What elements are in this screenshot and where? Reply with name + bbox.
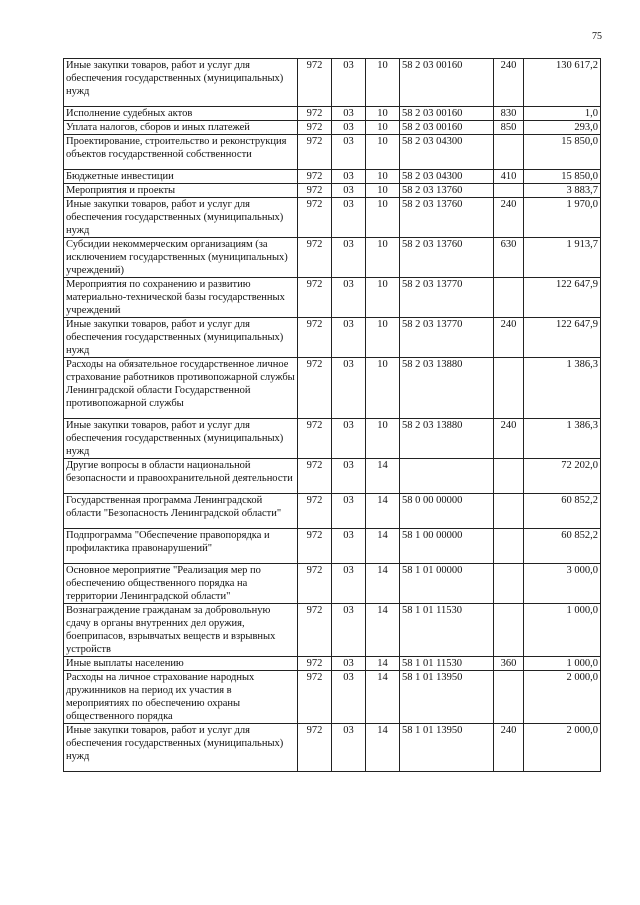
row-name: Иные закупки товаров, работ и услуг для обеспечения государственных (муниципальных) нужд [64,419,298,459]
expense-type-code: 830 [494,107,524,121]
amount: 3 883,7 [524,184,601,198]
expense-type-code: 240 [494,198,524,238]
section-code: 03 [332,238,366,278]
target-article-code: 58 2 03 13880 [400,358,494,419]
table-row [64,278,601,318]
target-article-code: 58 2 03 00160 [400,59,494,107]
expense-type-code [494,358,524,419]
amount: 122 647,9 [524,318,601,358]
target-article-code: 58 1 01 11530 [400,604,494,657]
target-article-code: 58 2 03 13770 [400,278,494,318]
grbs-code: 972 [298,419,332,459]
table-row [64,459,601,494]
amount: 1 386,3 [524,358,601,419]
amount: 130 617,2 [524,59,601,107]
section-code: 03 [332,318,366,358]
amount: 1 000,0 [524,604,601,657]
subsection-code: 14 [366,564,400,604]
row-name: Иные закупки товаров, работ и услуг для обеспечения государственных (муниципальных) нужд [64,59,298,107]
table-row [64,494,601,529]
expense-type-code: 240 [494,318,524,358]
target-article-code: 58 2 03 13760 [400,238,494,278]
grbs-code: 972 [298,121,332,135]
grbs-code: 972 [298,494,332,529]
amount: 60 852,2 [524,494,601,529]
section-code: 03 [332,459,366,494]
page-number: 75 [592,31,602,42]
grbs-code: 972 [298,724,332,772]
row-name: Проектирование, строительство и реконструкция объектов государственной собственности [64,135,298,170]
row-name: Субсидии некоммерческим организациям (за исключением государственных (муниципальных) учреждений) [64,238,298,278]
target-article-code: 58 2 03 13770 [400,318,494,358]
row-name: Расходы на личное страхование народных дружинников на период их участия в мероприятиях по обеспечению охраны общественного порядка [64,671,298,724]
grbs-code: 972 [298,107,332,121]
table-row [64,107,601,121]
amount: 15 850,0 [524,135,601,170]
amount: 1 386,3 [524,419,601,459]
subsection-code: 14 [366,724,400,772]
amount: 293,0 [524,121,601,135]
section-code: 03 [332,107,366,121]
section-code: 03 [332,657,366,671]
target-article-code: 58 1 01 00000 [400,564,494,604]
grbs-code: 972 [298,278,332,318]
grbs-code: 972 [298,671,332,724]
row-name: Иные закупки товаров, работ и услуг для обеспечения государственных (муниципальных) нужд [64,318,298,358]
amount: 1 000,0 [524,657,601,671]
table-row [64,198,601,238]
grbs-code: 972 [298,604,332,657]
section-code: 03 [332,121,366,135]
grbs-code: 972 [298,198,332,238]
section-code: 03 [332,135,366,170]
table-row [64,529,601,564]
section-code: 03 [332,529,366,564]
subsection-code: 14 [366,671,400,724]
target-article-code: 58 0 00 00000 [400,494,494,529]
section-code: 03 [332,184,366,198]
subsection-code: 14 [366,657,400,671]
target-article-code: 58 1 01 13950 [400,671,494,724]
grbs-code: 972 [298,564,332,604]
row-name: Иные закупки товаров, работ и услуг для обеспечения государственных (муниципальных) нужд [64,198,298,238]
grbs-code: 972 [298,529,332,564]
subsection-code: 10 [366,59,400,107]
grbs-code: 972 [298,170,332,184]
expense-type-code: 360 [494,657,524,671]
table-row [64,419,601,459]
subsection-code: 14 [366,604,400,657]
subsection-code: 10 [366,135,400,170]
subsection-code: 10 [366,184,400,198]
target-article-code: 58 1 01 13950 [400,724,494,772]
table-row [64,724,601,772]
expense-type-code [494,564,524,604]
section-code: 03 [332,198,366,238]
amount: 1 913,7 [524,238,601,278]
row-name: Бюджетные инвестиции [64,170,298,184]
row-name: Мероприятия и проекты [64,184,298,198]
row-name: Основное мероприятие "Реализация мер по обеспечению общественного порядка на территории Ленинградской области" [64,564,298,604]
table-row [64,170,601,184]
expense-type-code [494,529,524,564]
amount: 1,0 [524,107,601,121]
row-name: Уплата налогов, сборов и иных платежей [64,121,298,135]
expense-type-code: 850 [494,121,524,135]
target-article-code [400,459,494,494]
target-article-code: 58 2 03 13760 [400,198,494,238]
target-article-code: 58 2 03 13880 [400,419,494,459]
expense-type-code: 240 [494,724,524,772]
section-code: 03 [332,419,366,459]
expense-type-code: 410 [494,170,524,184]
row-name: Исполнение судебных актов [64,107,298,121]
subsection-code: 10 [366,238,400,278]
section-code: 03 [332,724,366,772]
row-name: Подпрограмма "Обеспечение правопорядка и профилактика правонарушений" [64,529,298,564]
budget-table-body [64,59,601,772]
amount: 2 000,0 [524,671,601,724]
subsection-code: 10 [366,358,400,419]
amount: 3 000,0 [524,564,601,604]
target-article-code: 58 1 00 00000 [400,529,494,564]
row-name: Иные выплаты населению [64,657,298,671]
row-name: Расходы на обязательное государственное личное страхование работников противопожарной службы Ленинградской области Государственной противопожарной службы [64,358,298,419]
section-code: 03 [332,604,366,657]
grbs-code: 972 [298,358,332,419]
section-code: 03 [332,494,366,529]
table-row [64,564,601,604]
subsection-code: 14 [366,459,400,494]
amount: 15 850,0 [524,170,601,184]
target-article-code: 58 2 03 00160 [400,107,494,121]
budget-table [63,58,601,772]
expense-type-code [494,459,524,494]
section-code: 03 [332,564,366,604]
amount: 122 647,9 [524,278,601,318]
subsection-code: 10 [366,107,400,121]
expense-type-code [494,135,524,170]
expense-type-code [494,671,524,724]
table-row [64,671,601,724]
amount: 2 000,0 [524,724,601,772]
section-code: 03 [332,278,366,318]
target-article-code: 58 2 03 04300 [400,170,494,184]
subsection-code: 10 [366,278,400,318]
expense-type-code: 240 [494,419,524,459]
target-article-code: 58 1 01 11530 [400,657,494,671]
grbs-code: 972 [298,657,332,671]
expense-type-code [494,184,524,198]
section-code: 03 [332,170,366,184]
table-row [64,184,601,198]
table-row [64,238,601,278]
table-row [64,59,601,107]
expense-type-code [494,604,524,657]
table-row [64,135,601,170]
grbs-code: 972 [298,135,332,170]
subsection-code: 10 [366,121,400,135]
target-article-code: 58 2 03 04300 [400,135,494,170]
subsection-code: 14 [366,529,400,564]
row-name: Иные закупки товаров, работ и услуг для обеспечения государственных (муниципальных) нужд [64,724,298,772]
subsection-code: 14 [366,494,400,529]
section-code: 03 [332,358,366,419]
target-article-code: 58 2 03 13760 [400,184,494,198]
table-row [64,318,601,358]
row-name: Другие вопросы в области национальной безопасности и правоохранительной деятельности [64,459,298,494]
grbs-code: 972 [298,318,332,358]
row-name: Мероприятия по сохранению и развитию материально-технической базы государственных учреждений [64,278,298,318]
table-row [64,604,601,657]
subsection-code: 10 [366,170,400,184]
expense-type-code: 240 [494,59,524,107]
subsection-code: 10 [366,318,400,358]
amount: 72 202,0 [524,459,601,494]
table-row [64,358,601,419]
section-code: 03 [332,59,366,107]
subsection-code: 10 [366,419,400,459]
table-row [64,121,601,135]
subsection-code: 10 [366,198,400,238]
target-article-code: 58 2 03 00160 [400,121,494,135]
row-name: Государственная программа Ленинградской области "Безопасность Ленинградской области" [64,494,298,529]
grbs-code: 972 [298,459,332,494]
amount: 1 970,0 [524,198,601,238]
expense-type-code: 630 [494,238,524,278]
amount: 60 852,2 [524,529,601,564]
section-code: 03 [332,671,366,724]
grbs-code: 972 [298,238,332,278]
table-row [64,657,601,671]
expense-type-code [494,494,524,529]
grbs-code: 972 [298,184,332,198]
expense-type-code [494,278,524,318]
grbs-code: 972 [298,59,332,107]
row-name: Вознаграждение гражданам за добровольную сдачу в органы внутренних дел оружия, боеприпасов, взрывчатых веществ и взрывных устройств [64,604,298,657]
